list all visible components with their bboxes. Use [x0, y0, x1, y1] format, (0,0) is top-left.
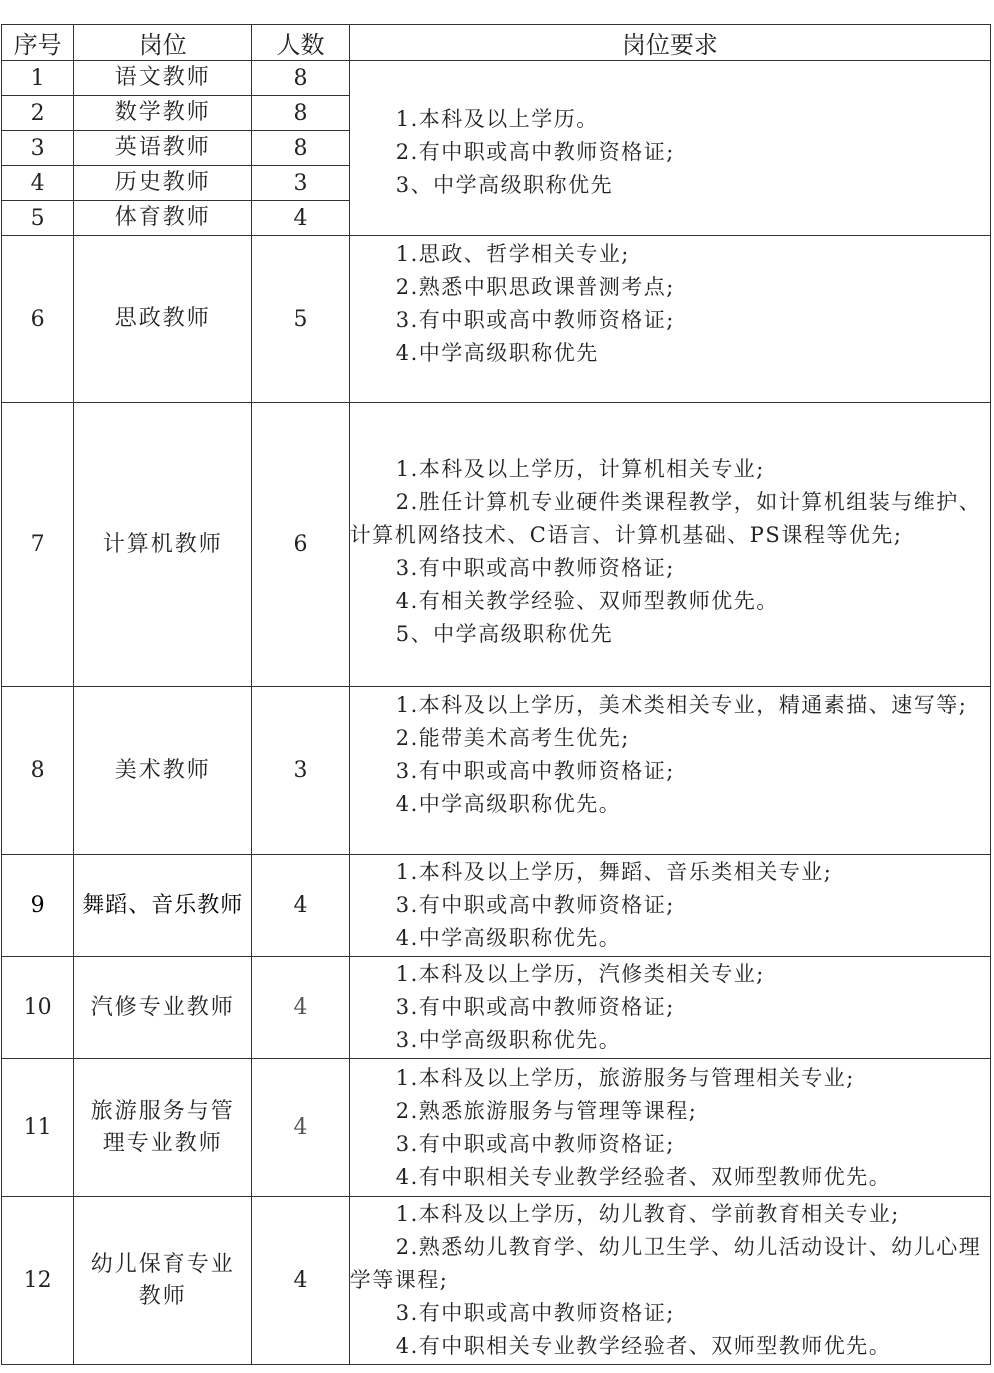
requirement-line: 2.熟悉中职思政课普测考点; — [395, 275, 675, 299]
requirement-line: 4.有中职相关专业教学经验者、双师型教师优先。 — [395, 1164, 892, 1189]
row-count: 8 — [252, 131, 349, 166]
row-no: 6 — [2, 236, 74, 403]
requirement-line: 4.中学高级职称优先。 — [395, 792, 622, 816]
row-count: 6 — [252, 403, 349, 687]
row-no: 12 — [2, 1197, 74, 1365]
requirement-line: 1.本科及以上学历。 — [395, 106, 599, 131]
header-requirements: 岗位要求 — [349, 25, 990, 61]
row-requirements — [349, 855, 990, 957]
row-no: 1 — [2, 61, 74, 96]
row-post: 语文教师 — [74, 61, 252, 96]
requirement-line: 4.有相关教学经验、双师型教师优先。 — [395, 588, 779, 613]
row-post: 汽修专业教师 — [74, 957, 252, 1059]
requirement-line: 3.有中职或高中教师资格证; — [395, 555, 675, 580]
row-requirements — [349, 61, 990, 236]
requirement-line: 2.有中职或高中教师资格证; — [395, 139, 675, 164]
header-post: 岗位 — [74, 25, 252, 61]
requirement-line: 2.熟悉旅游服务与管理等课程; — [395, 1098, 698, 1123]
row-count: 8 — [252, 61, 349, 96]
table-row — [2, 957, 991, 1059]
row-count: 5 — [252, 236, 349, 403]
requirement-line: 4.中学高级职称优先。 — [395, 926, 622, 950]
requirement-line: 3.有中职或高中教师资格证; — [395, 893, 675, 917]
row-no: 10 — [2, 957, 74, 1059]
row-post: 英语教师 — [74, 131, 252, 166]
table-row — [2, 236, 991, 403]
table-row — [2, 855, 991, 957]
header-no: 序号 — [2, 25, 74, 61]
row-count: 8 — [252, 96, 349, 131]
row-no: 5 — [2, 201, 74, 236]
requirement-line: 1.本科及以上学历，舞蹈、音乐类相关专业; — [395, 860, 833, 884]
row-count: 3 — [252, 166, 349, 201]
row-requirements — [349, 957, 990, 1059]
requirement-line: 1.本科及以上学历，计算机相关专业; — [395, 456, 765, 481]
row-requirements — [349, 1059, 990, 1197]
requirement-line: 1.本科及以上学历，汽修类相关专业; — [395, 962, 765, 986]
row-requirements — [349, 1197, 990, 1365]
row-count: 4 — [252, 855, 349, 957]
row-no: 4 — [2, 166, 74, 201]
row-count: 4 — [252, 201, 349, 236]
row-post: 体育教师 — [74, 201, 252, 236]
requirement-line: 3、中学高级职称优先 — [395, 172, 614, 197]
row-post: 舞蹈、音乐教师 — [74, 855, 252, 957]
table-row — [2, 1197, 991, 1365]
row-no: 2 — [2, 96, 74, 131]
row-post: 思政教师 — [74, 236, 252, 403]
requirement-line: 1.思政、哲学相关专业; — [395, 242, 630, 266]
row-no: 9 — [2, 855, 74, 957]
row-count: 4 — [252, 1197, 349, 1365]
row-requirements — [349, 403, 990, 687]
requirement-line: 3.有中职或高中教师资格证; — [395, 995, 675, 1019]
row-post: 旅游服务与管理专业教师 — [74, 1059, 252, 1197]
requirement-line: 5、中学高级职称优先 — [395, 621, 614, 646]
requirement-line: 3.中学高级职称优先。 — [395, 1028, 622, 1052]
row-no: 11 — [2, 1059, 74, 1197]
row-requirements — [349, 236, 990, 403]
requirement-line: 4.有中职相关专业教学经验者、双师型教师优先。 — [395, 1334, 892, 1358]
requirement-line: 3.有中职或高中教师资格证; — [395, 1131, 675, 1156]
requirement-line: 2.能带美术高考生优先; — [395, 726, 630, 750]
requirement-line: 4.中学高级职称优先 — [395, 341, 599, 365]
table-row — [2, 687, 991, 855]
requirement-line: 2.熟悉幼儿教育学、幼儿卫生学、幼儿活动设计、幼儿心理学等课程; — [349, 1235, 982, 1292]
row-count: 4 — [252, 957, 349, 1059]
requirement-line: 3.有中职或高中教师资格证; — [395, 308, 675, 332]
recruitment-table — [1, 24, 991, 1365]
table-row — [2, 1059, 991, 1197]
row-post: 历史教师 — [74, 166, 252, 201]
requirement-line: 3.有中职或高中教师资格证; — [395, 1301, 675, 1325]
header-row — [2, 25, 991, 61]
row-count: 4 — [252, 1059, 349, 1197]
row-count: 3 — [252, 687, 349, 855]
requirement-line: 1.本科及以上学历，美术类相关专业，精通素描、速写等; — [395, 693, 968, 717]
row-requirements — [349, 687, 990, 855]
table-row — [2, 61, 991, 96]
row-post: 美术教师 — [74, 687, 252, 855]
row-no: 3 — [2, 131, 74, 166]
requirement-line: 3.有中职或高中教师资格证; — [395, 759, 675, 783]
requirement-line: 2.胜任计算机专业硬件类课程教学，如计算机组装与维护、计算机网络技术、C语言、计算机基础、PS课程等优先; — [349, 489, 982, 547]
row-post: 计算机教师 — [74, 403, 252, 687]
row-post: 数学教师 — [74, 96, 252, 131]
table-row — [2, 403, 991, 687]
requirement-line: 1.本科及以上学历，旅游服务与管理相关专业; — [395, 1065, 855, 1090]
header-count: 人数 — [252, 25, 349, 61]
row-no: 7 — [2, 403, 74, 687]
row-post: 幼儿保育专业教师 — [74, 1197, 252, 1365]
requirement-line: 1.本科及以上学历，幼儿教育、学前教育相关专业; — [395, 1202, 900, 1226]
row-no: 8 — [2, 687, 74, 855]
